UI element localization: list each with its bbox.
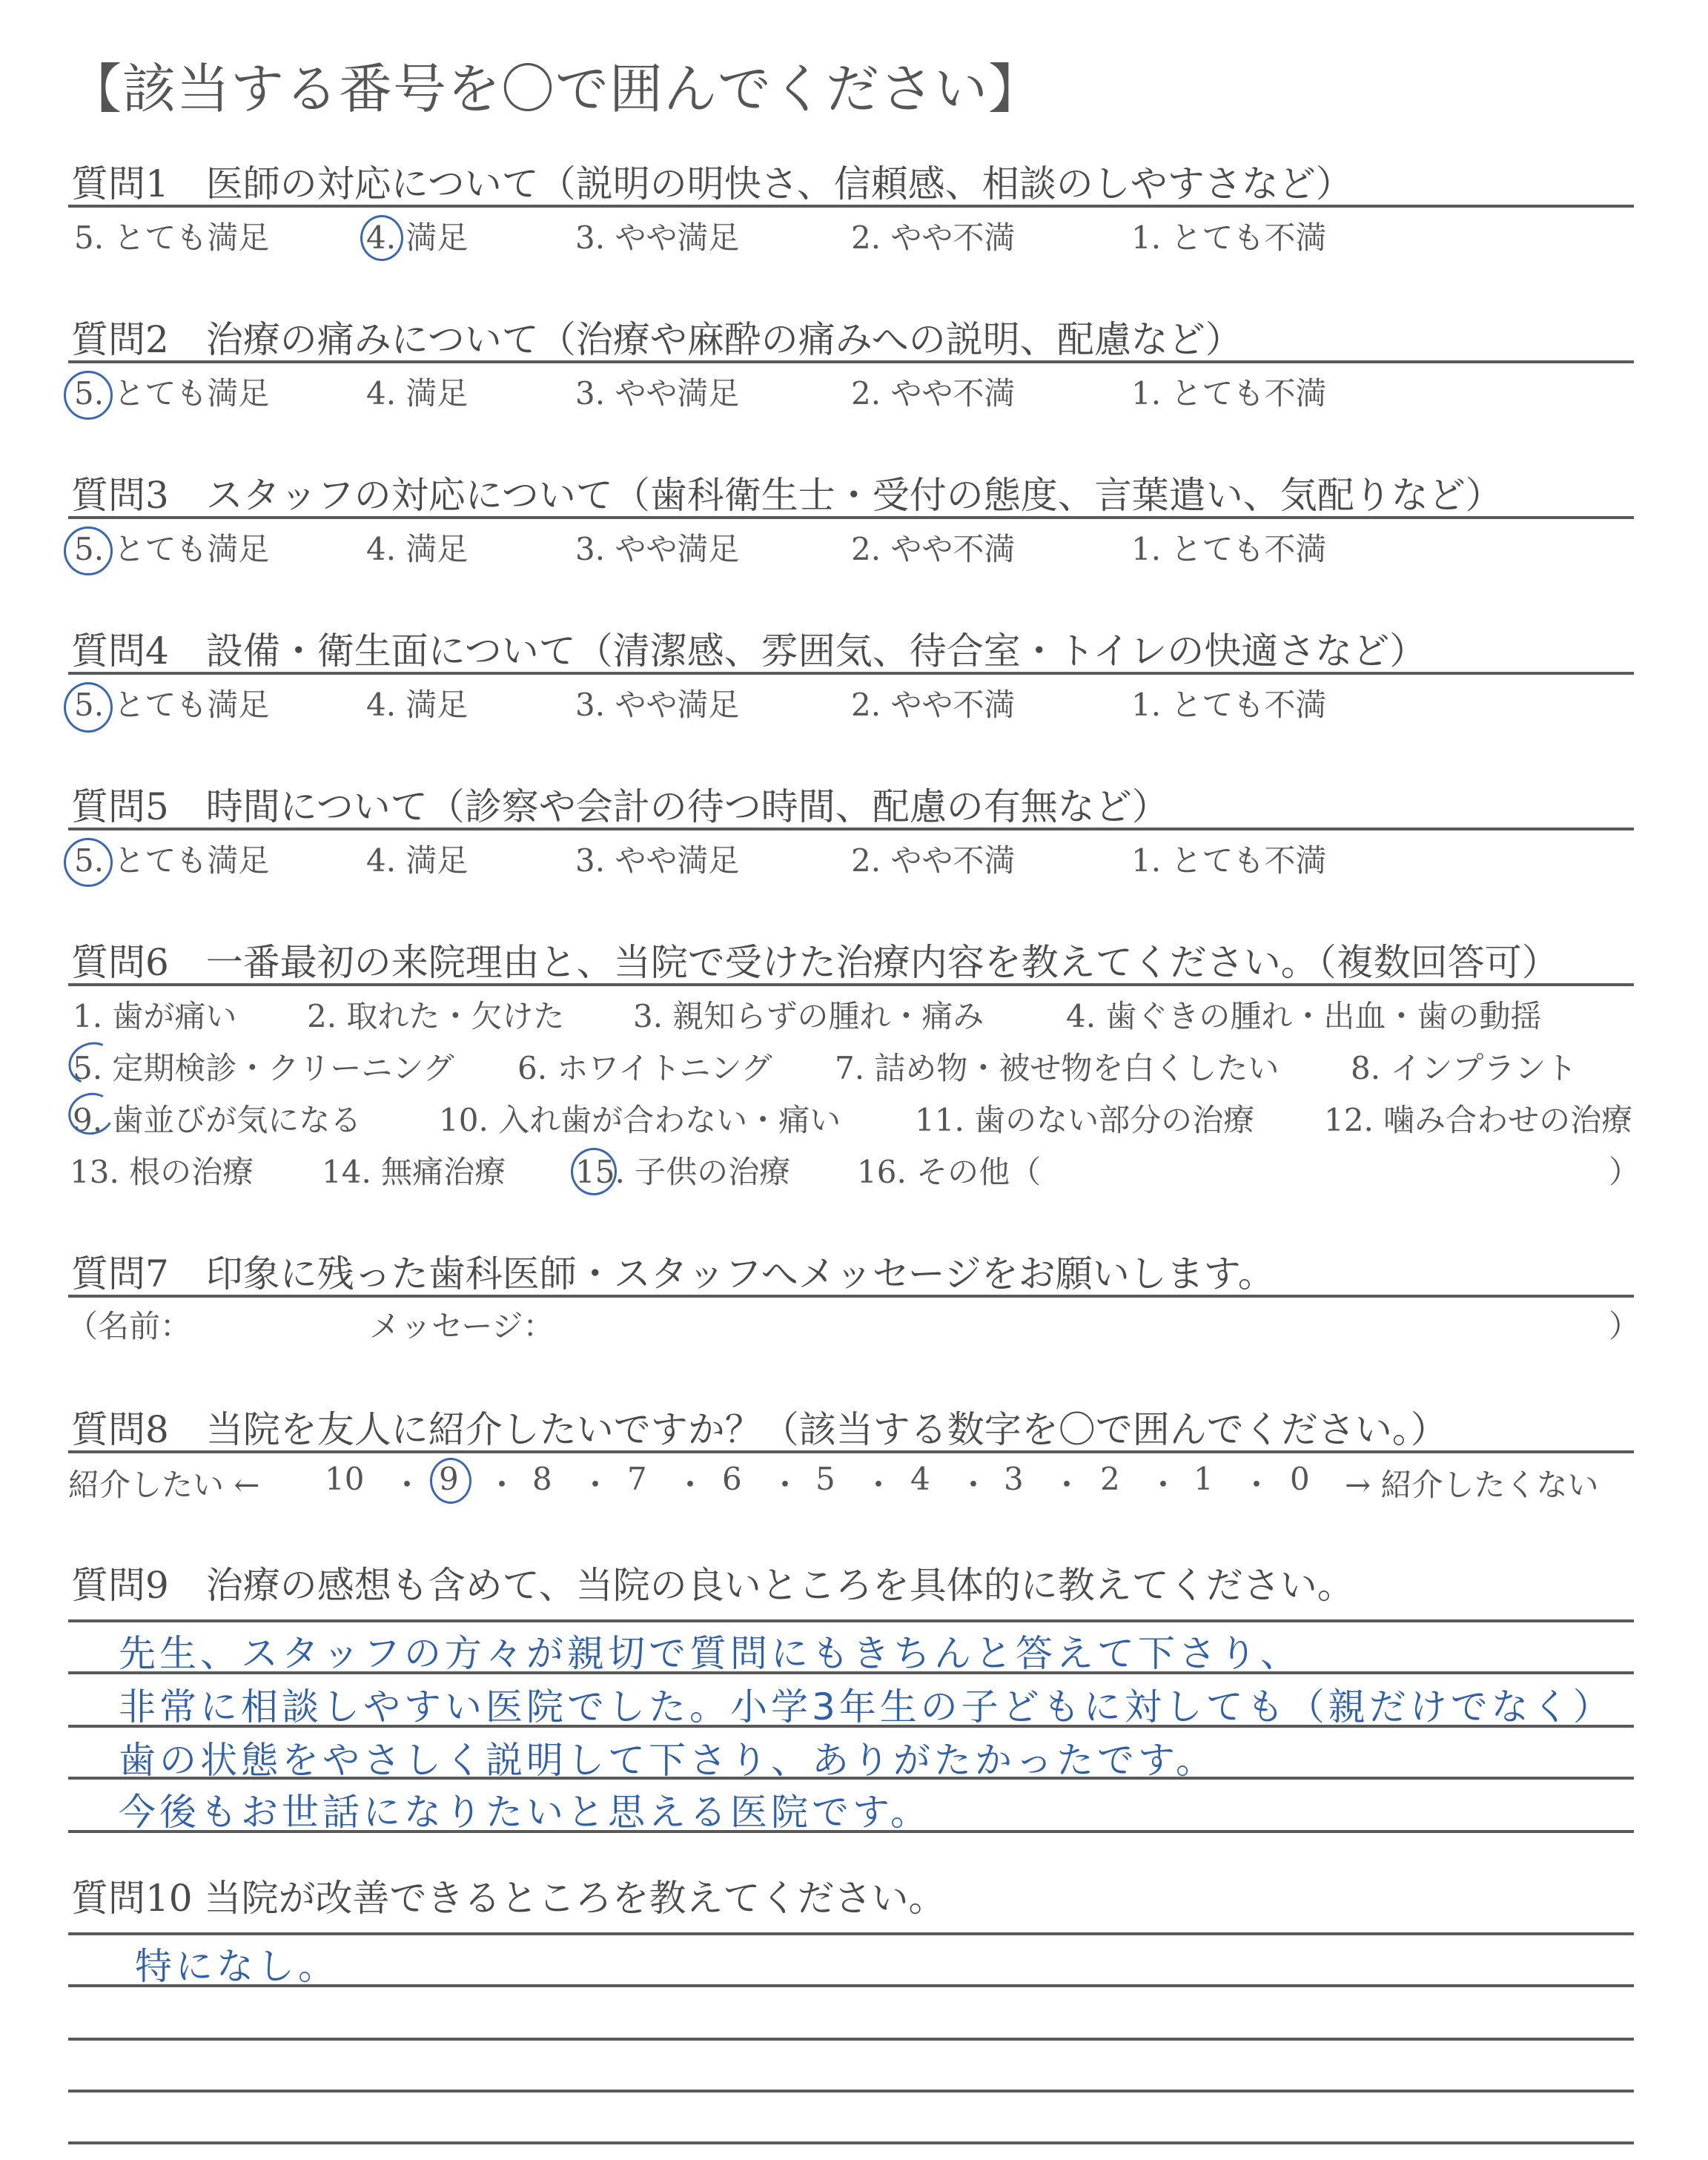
q4-option-3[interactable]: 3. やや満足	[575, 687, 740, 723]
q6-other-close-paren: ）	[1609, 1154, 1641, 1190]
q8-number-7[interactable]: 7	[627, 1461, 647, 1497]
q8-number-6[interactable]: 6	[722, 1461, 742, 1497]
q2-option-1[interactable]: 1. とても不満	[1131, 375, 1327, 412]
selection-circle-q2	[64, 371, 113, 420]
question-10: 質問10 当院が改善できるところを教えてください。	[71, 1877, 946, 1920]
q2-option-5[interactable]: 5. とても満足	[74, 375, 270, 412]
q8-number-8[interactable]: 8	[532, 1461, 552, 1497]
q6-option-11[interactable]: 11. 歯のない部分の治療	[915, 1102, 1255, 1138]
q8-number-10[interactable]: 10	[325, 1461, 365, 1497]
q8-separator: ・	[1051, 1467, 1083, 1503]
q8-number-0[interactable]: 0	[1290, 1461, 1310, 1497]
q8-separator: ・	[863, 1467, 895, 1503]
selection-circle-q6-15	[571, 1148, 617, 1195]
q1-option-3[interactable]: 3. やや満足	[575, 219, 740, 256]
question-8: 質問8 当院を友人に紹介したいですか？（該当する数字を〇で囲んでください。）	[71, 1408, 1448, 1451]
q3-option-2[interactable]: 2. やや不満	[851, 531, 1016, 567]
q6-option-4[interactable]: 4. 歯ぐきの腫れ・出血・歯の動揺	[1066, 998, 1542, 1034]
question-1: 質問1 医師の対応について（説明の明快さ、信頼感、相談のしやすさなど）	[71, 162, 1353, 205]
q1-option-4[interactable]: 4. 満足	[366, 219, 469, 256]
q6-option-1[interactable]: 1. 歯が痛い	[73, 998, 237, 1034]
divider	[68, 828, 1634, 830]
q8-number-2[interactable]: 2	[1100, 1461, 1120, 1497]
q6-option-5[interactable]: 5. 定期検診・クリーニング	[73, 1050, 454, 1086]
q8-separator: ・	[1241, 1467, 1273, 1503]
q4-option-5[interactable]: 5. とても満足	[74, 687, 270, 723]
q1-option-5[interactable]: 5. とても満足	[74, 219, 270, 256]
q2-option-2[interactable]: 2. やや不満	[851, 375, 1016, 412]
q8-separator: ・	[486, 1467, 518, 1503]
q8-number-5[interactable]: 5	[815, 1461, 835, 1497]
q3-option-1[interactable]: 1. とても不満	[1131, 531, 1327, 567]
answer-line	[68, 2090, 1634, 2093]
q6-option-14[interactable]: 14. 無痛治療	[322, 1154, 506, 1190]
q9-answer-line-1: 先生、スタッフの方々が親切で質問にもきちんと答えて下さり、	[119, 1632, 1301, 1675]
divider	[68, 983, 1634, 986]
q9-answer-line-4: 今後もお世話になりたいと思える医院です。	[119, 1791, 931, 1834]
q9-answer-line-3: 歯の状態をやさしく説明して下さり、ありがたかったです。	[119, 1739, 1217, 1782]
question-7: 質問7 印象に残った歯科医師・スタッフへメッセージをお願いします。	[71, 1252, 1275, 1295]
q8-separator: ・	[675, 1467, 706, 1503]
q4-option-1[interactable]: 1. とても不満	[1131, 687, 1327, 723]
q8-number-9[interactable]: 9	[439, 1461, 459, 1497]
q5-option-1[interactable]: 1. とても不満	[1131, 842, 1327, 879]
q6-option-9[interactable]: 9. 歯並びが気になる	[73, 1102, 362, 1138]
q7-close-paren: ）	[1609, 1308, 1641, 1344]
q9-answer-line-2: 非常に相談しやすい医院でした。小学3年生の子どもに対しても（親だけでなく）	[119, 1685, 1614, 1728]
q3-option-4[interactable]: 4. 満足	[366, 531, 469, 567]
q4-option-2[interactable]: 2. やや不満	[851, 687, 1016, 723]
q5-option-5[interactable]: 5. とても満足	[74, 842, 270, 879]
form-title: 【該当する番号を〇で囲んでください】	[68, 58, 1043, 120]
q10-answer-line-1: 特になし。	[135, 1945, 339, 1988]
q2-option-3[interactable]: 3. やや満足	[575, 375, 740, 412]
q3-option-5[interactable]: 5. とても満足	[74, 531, 270, 567]
q8-separator: ・	[391, 1467, 423, 1503]
question-6: 質問6 一番最初の来院理由と、当院で受けた治療内容を教えてください。（複数回答可）	[71, 941, 1559, 984]
q6-option-3[interactable]: 3. 親知らずの腫れ・痛み	[633, 998, 984, 1034]
divider	[68, 516, 1634, 519]
q5-option-3[interactable]: 3. やや満足	[575, 842, 740, 879]
q8-right-label: → 紹介したくない	[1345, 1467, 1599, 1503]
q8-separator: ・	[1148, 1467, 1179, 1503]
q8-number-1[interactable]: 1	[1194, 1461, 1214, 1497]
q8-left-label: 紹介したい ←	[68, 1467, 260, 1503]
selection-circle-q4	[64, 682, 113, 733]
question-4: 質問4 設備・衛生面について（清潔感、雰囲気、待合室・トイレの快適さなど）	[71, 630, 1427, 673]
divider	[68, 360, 1634, 363]
q6-option-2[interactable]: 2. 取れた・欠けた	[307, 998, 565, 1034]
q6-option-10[interactable]: 10. 入れ歯が合わない・痛い	[439, 1102, 841, 1138]
selection-circle-q5	[64, 838, 113, 887]
answer-line	[68, 1619, 1634, 1622]
q1-option-2[interactable]: 2. やや不満	[851, 219, 1016, 256]
q8-separator: ・	[580, 1467, 612, 1503]
question-3: 質問3 スタッフの対応について（歯科衛生士・受付の態度、言葉遣い、気配りなど）	[71, 474, 1503, 517]
q3-option-3[interactable]: 3. やや満足	[575, 531, 740, 567]
q8-number-3[interactable]: 3	[1004, 1461, 1024, 1497]
q6-option-8[interactable]: 8. インプラント	[1351, 1050, 1578, 1086]
q6-option-15[interactable]: 15. 子供の治療	[575, 1154, 791, 1190]
q8-separator: ・	[958, 1467, 990, 1503]
q6-option-16[interactable]: 16. その他（	[857, 1154, 1042, 1190]
q8-number-4[interactable]: 4	[910, 1461, 930, 1497]
divider	[68, 205, 1634, 208]
divider	[68, 672, 1634, 675]
question-5: 質問5 時間について（診察や会計の待つ時間、配慮の有無など）	[71, 785, 1169, 828]
q6-option-13[interactable]: 13. 根の治療	[70, 1154, 254, 1190]
q4-option-4[interactable]: 4. 満足	[366, 687, 469, 723]
q7-message-label: メッセージ：	[369, 1308, 555, 1344]
q7-name-label: （名前：	[67, 1308, 192, 1344]
answer-line	[68, 2141, 1634, 2144]
answer-line	[68, 2038, 1634, 2041]
answer-line	[68, 1932, 1634, 1935]
q6-option-12[interactable]: 12. 噛み合わせの治療	[1324, 1102, 1633, 1138]
q5-option-2[interactable]: 2. やや不満	[851, 842, 1016, 879]
divider	[68, 1295, 1634, 1298]
question-9: 質問9 治療の感想も含めて、当院の良いところを具体的に教えてください。	[71, 1564, 1354, 1607]
selection-circle-q3	[64, 526, 113, 575]
divider	[68, 1450, 1634, 1453]
selection-circle-q1	[360, 215, 403, 261]
question-2: 質問2 治療の痛みについて（治療や麻酔の痛みへの説明、配慮など）	[71, 318, 1242, 361]
q2-option-4[interactable]: 4. 満足	[366, 375, 469, 412]
q5-option-4[interactable]: 4. 満足	[366, 842, 469, 879]
q6-option-7[interactable]: 7. 詰め物・被せ物を白くしたい	[835, 1050, 1280, 1086]
selection-circle-q8	[430, 1458, 471, 1504]
q6-option-6[interactable]: 6. ホワイトニング	[517, 1050, 772, 1086]
q1-option-1[interactable]: 1. とても不満	[1131, 219, 1327, 256]
q8-separator: ・	[769, 1467, 801, 1503]
